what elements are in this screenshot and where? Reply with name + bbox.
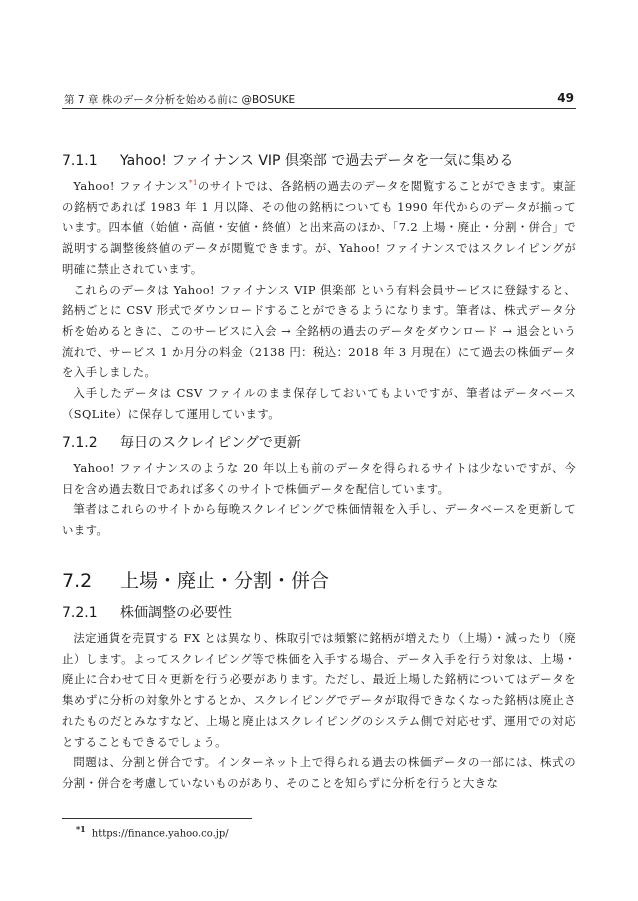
subsection-heading-7-1-1 (62, 150, 513, 170)
running-header (62, 88, 576, 109)
subsection-number: 7.1.1 (62, 153, 98, 169)
footnote-mark: *1 (76, 824, 86, 834)
paragraph: これらのデータは Yahoo! ファイナンス VIP 倶楽部 という有料会員サービスに登録すると、銘柄ごとに CSV 形式でダウンロードすることができるようになります。筆者は、株式データ分析を始めるときに、このサービスに入会 → 全銘柄の過去のデータをダウンロード → 退会という流れで、サービス 1 か月分の料金（2138 円：税込：2018 年 3 月現在）にて過去の株価データを入手しました。 (62, 282, 576, 380)
section-7-1-2-body (62, 458, 576, 541)
subsection-number: 7.2.1 (62, 605, 98, 621)
subsection-heading-7-1-2 (62, 432, 301, 452)
paragraph: 筆者はこれらのサイトから毎晩スクレイピングで株価情報を入手し、データベースを更新しています。 (62, 502, 576, 538)
paragraph: 法定通貨を売買する FX とは異なり、株取引では頻繁に銘柄が増えたり（上場）・減ったり（廃止）します。よってスクレイピング等で株価を入手する場合、データ入手を行う対象は、上場・廃止に合わせて日々更新を行う必要があります。ただし、最近上場した銘柄についてはデータを集めずに分析の対象外とするとか、スクレイピングでデータが取得できなくなった銘柄は廃止されたものだとみなすなど、上場と廃止はスクレイピングのシステム側で対応せず、運用での対応とすることもできるでしょう。 (62, 631, 576, 749)
paragraph: 入手したデータは CSV ファイルのまま保存しておいてもよいですが、筆者はデータベース（SQLite）に保存して運用しています。 (62, 386, 576, 421)
subsection-title: 株価調整の必要性 (120, 605, 232, 621)
section-title: 上場・廃止・分割・併合 (120, 570, 330, 592)
page-number: 49 (557, 91, 574, 105)
footnote-ref[interactable]: *1 (189, 179, 198, 188)
subsection-title: 毎日のスクレイピングで更新 (120, 435, 302, 451)
subsection-heading-7-2-1 (62, 602, 232, 622)
section-7-2-1-body (62, 628, 576, 794)
paragraph: 問題は、分割と併合です。インターネット上で得られる過去の株価データの一部には、株式の分割・併合を考慮していないものがあり、そのことを知らずに分析を行うと大きな (62, 755, 576, 790)
section-number: 7.2 (62, 570, 93, 592)
subsection-number: 7.1.2 (62, 435, 98, 451)
section-heading-7-2 (62, 566, 329, 593)
subsection-title: Yahoo! ファイナンス VIP 倶楽部 で過去データを一気に集める (120, 153, 514, 169)
paragraph: Yahoo! ファイナンスのような 20 年以上も前のデータを得られるサイトは少ないですが、今日を含め過去数日であれば多くのサイトで株価データを配信しています。 (62, 461, 576, 496)
section-7-1-1-body (62, 176, 576, 424)
footnote-url-link[interactable]: https://finance.yahoo.co.jp/ (91, 828, 229, 840)
chapter-title: 第 7 章 株のデータ分析を始める前に @BOSUKE (64, 94, 296, 106)
footnote-divider (62, 818, 252, 819)
paragraph (62, 176, 576, 280)
footnote (76, 824, 229, 839)
paragraph-text: のサイトでは、各銘柄の過去のデータを閲覧することができます。東証の銘柄であれば 1983 年 1 月以降、その他の銘柄についても 1990 年代からのデータが揃っています。四本値（始値・高値・安値・終値）と出来高のほか、「7.2 上場・廃止・分割・併合」で説明する調整後終値のデータが閲覧できます。が、Yahoo! ファイナンスではスクレイピングが明確に禁止されています。 (62, 179, 576, 276)
paragraph-text: Yahoo! ファイナンス (73, 179, 190, 193)
